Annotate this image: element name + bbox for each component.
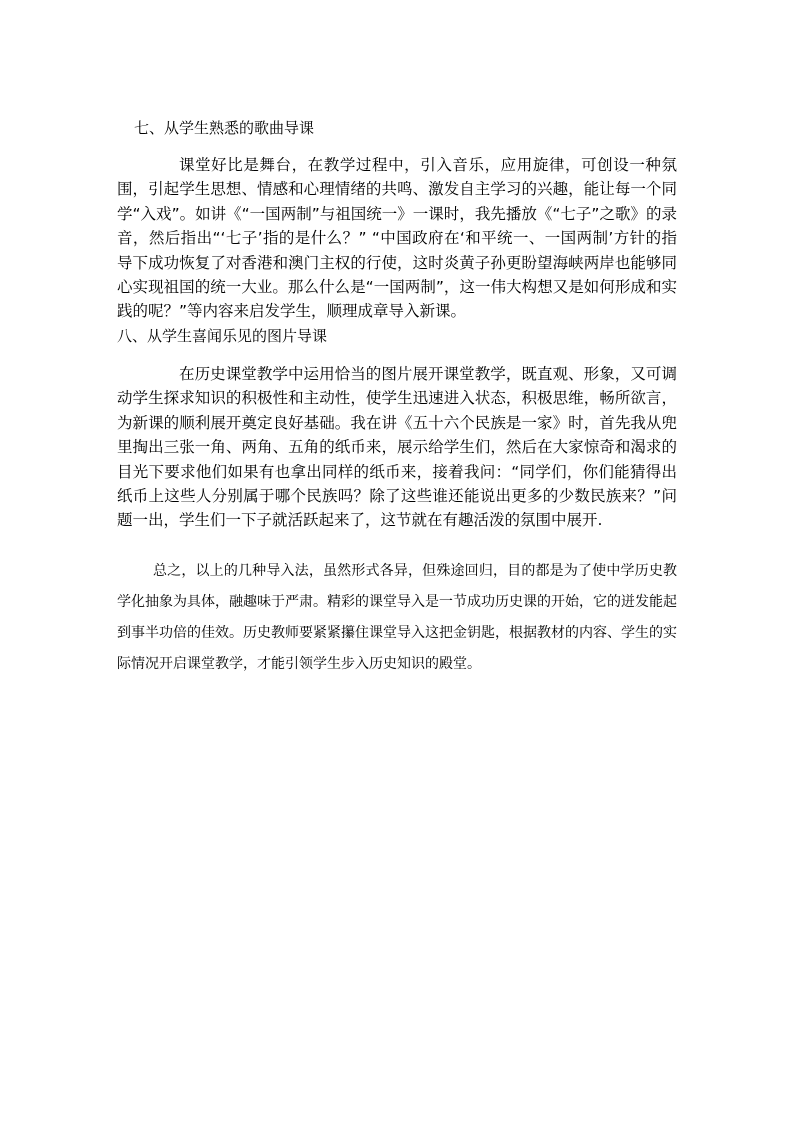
section-heading-7: 七、从学生熟悉的歌曲导课: [134, 119, 315, 137]
section-body-7: 课堂好比是舞台，在教学过程中，引入音乐，应用旋律，可创设一种氛围，引起学生思想、情感和心理情绪的共鸣、激发自主学习的兴趣，能让每一个同学“入戏”。如讲《“一国两制”与祖国统一》一课时，我先播放《“七子”之歌》的录音，然后指出“‘七子’指的是什么？” “中国政府在‘和平统一、一国两制’方针的指导下成功恢复了对香港和澳门主权的行使，这时炎黄子孙更盼望海峡两岸也能够同心实现祖国的统一大业。那么什么是“一国两制”，这一伟大构想又是如何形成和实践的呢？”等内容来启发学生，顺理成章导入新课。: [117, 156, 677, 321]
conclusion-paragraph: 总之，以上的几种导入法，虽然形式各异，但殊途回归，目的都是为了使中学历史教学化抽象为具体，融趣味于严肃。精彩的课堂导入是一节成功历史课的开始，它的迸发能起到事半功倍的佳效。历史教师要紧紧攥住课堂导入这把金钥匙，根据教材的内容、学生的实际情况开启课堂教学，才能引领学生步入历史知识的殿堂。: [117, 563, 677, 672]
section-heading-8: 八、从学生喜闻乐见的图片导课: [117, 327, 328, 345]
section-body-8: 在历史课堂教学中运用恰当的图片展开课堂教学，既直观、形象，又可调动学生探求知识的积极性和主动性，使学生迅速进入状态，积极思维，畅所欲言，为新课的顺利展开奠定良好基础。我在讲《五十六个民族是一家》时，首先我从兜里掏出三张一角、两角、五角的纸币来，展示给学生们，然后在大家惊奇和渴求的目光下要求他们如果有也拿出同样的纸币来，接着我问：“同学们，你们能猜得出纸币上这些人分别属于哪个民族吗？除了这些谁还能说出更多的少数民族来？”问题一出，学生们一下子就活跃起来了，这节就在有趣活泼的氛围中展开.: [117, 365, 677, 530]
